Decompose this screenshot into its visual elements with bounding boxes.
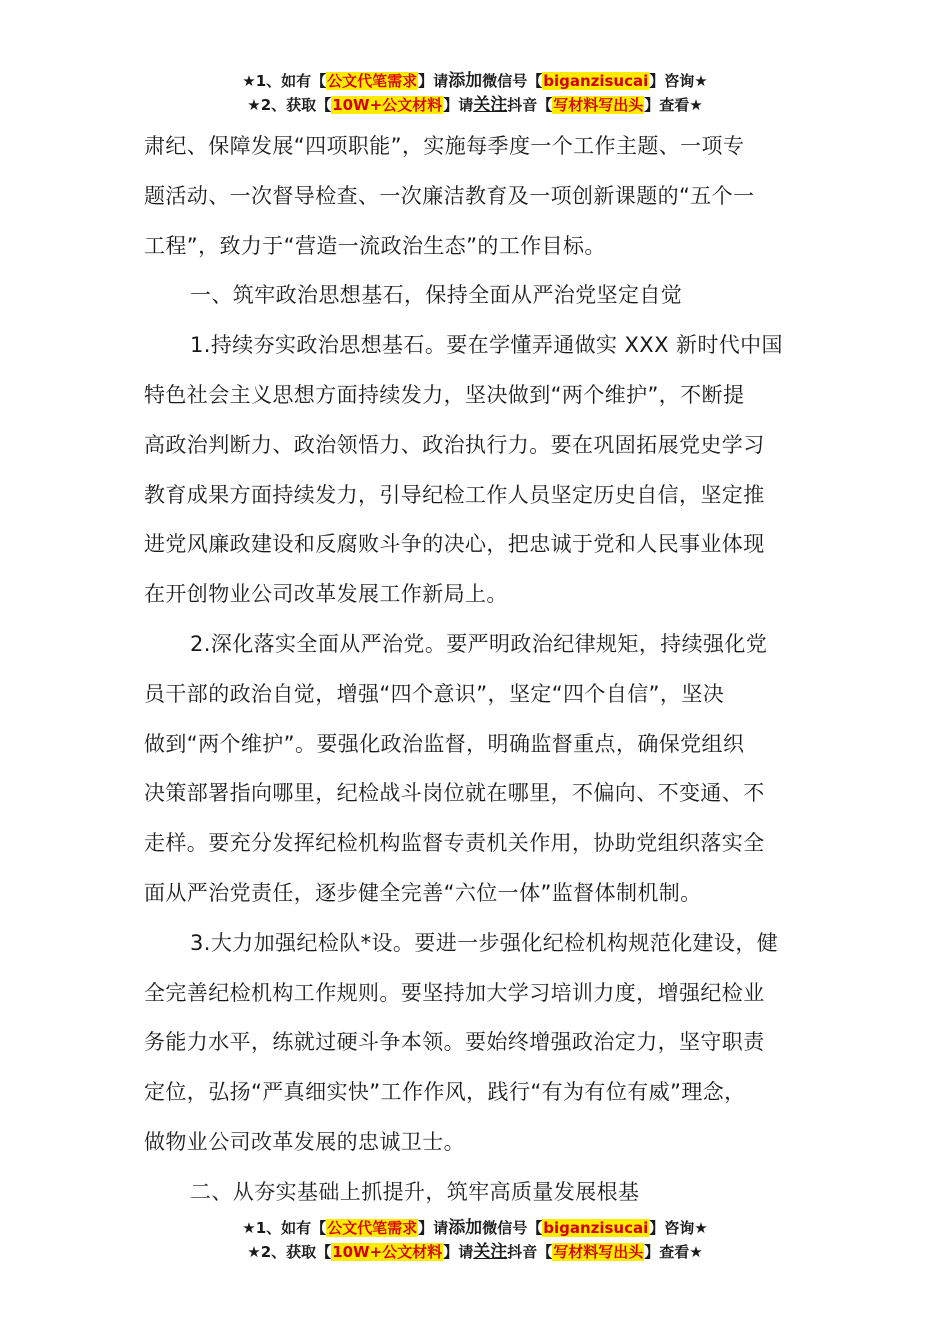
banner-emphasis-follow: 关注 — [473, 95, 508, 115]
banner-text: 】查看★ — [644, 1243, 703, 1261]
banner-text: 】咨询★ — [649, 1219, 708, 1237]
heading-text: 一、筑牢政治思想基石，保持全面从严治党坚定自觉 — [190, 283, 683, 308]
banner-line-1 — [0, 1216, 950, 1240]
text-line: 2.深化落实全面从严治党。要严明政治纪律规矩，持续强化党 — [190, 631, 768, 656]
section-heading-1 — [144, 271, 814, 321]
text-line: 高政治判断力、政治领悟力、政治执行力。要在巩固拓展党史学习 — [144, 432, 765, 457]
text-line: 肃纪、保障发展“四项职能”，实施每季度一个工作主题、一项专 — [144, 134, 745, 158]
text-line: 做物业公司改革发展的忠诚卫士。 — [144, 1129, 465, 1154]
text-line: 面从严治党责任，逐步健全完善“六位一体”监督体制机制。 — [144, 880, 702, 905]
paragraph-item-3 — [144, 919, 814, 1168]
text-line: 进党风廉政建设和反腐败斗争的决心，把忠诚于党和人民事业体现 — [144, 532, 765, 557]
text-line: 工程”，致力于“营造一流政治生态”的工作目标。 — [144, 233, 606, 258]
paragraph-item-2 — [144, 620, 814, 919]
banner-emphasis-follow: 关注 — [473, 1242, 508, 1262]
text-line: 特色社会主义思想方面持续发力，坚决做到“两个维护”，不断提 — [144, 382, 745, 407]
banner-text: 抖音【 — [507, 1243, 553, 1261]
text-line: 决策部署指向哪里，纪检战斗岗位就在哪里，不偏向、不变通、不 — [144, 781, 765, 806]
banner-text: 】请 — [443, 1243, 474, 1261]
text-line: 教育成果方面持续发力，引导纪检工作人员坚定历史自信，坚定推 — [144, 482, 765, 507]
text-line: 定位，弘扬“严真细实快”工作作风，践行“有为有位有威”理念， — [144, 1080, 746, 1105]
banner-line-1 — [0, 69, 950, 93]
banner-highlight-douyin: 写材料写出头 — [553, 96, 644, 114]
banner-highlight-wechat-id: biganzisucai — [543, 1219, 649, 1237]
paragraph-continuation — [144, 122, 814, 271]
banner-text: 抖音【 — [507, 96, 553, 114]
section-heading-2 — [144, 1168, 814, 1218]
banner-highlight-douyin: 写材料写出头 — [553, 1243, 644, 1261]
banner-text: 】请 — [418, 72, 449, 90]
footer-banner — [0, 1216, 950, 1264]
banner-highlight-service: 公文代笔需求 — [327, 72, 418, 90]
text-line: 务能力水平，练就过硬斗争本领。要始终增强政治定力，坚守职责 — [144, 1030, 765, 1055]
banner-text: ★1、如有【 — [242, 1219, 327, 1237]
text-line: 做到“两个维护”。要强化政治监督，明确监督重点，确保党组织 — [144, 731, 745, 756]
header-banner — [0, 69, 950, 117]
text-line: 1.持续夯实政治思想基石。要在学懂弄通做实 XXX 新时代中国 — [190, 333, 783, 358]
text-line: 走样。要充分发挥纪检机构监督专责机关作用，协助党组织落实全 — [144, 831, 765, 856]
banner-text: 微信号【 — [482, 1219, 543, 1237]
banner-text: ★2、获取【 — [247, 96, 332, 114]
banner-highlight-service: 公文代笔需求 — [327, 1219, 418, 1237]
banner-emphasis-add: 添加 — [448, 1218, 483, 1238]
banner-text: 】请 — [443, 96, 474, 114]
text-line: 员干部的政治自觉，增强“四个意识”，坚定“四个自信”，坚决 — [144, 681, 725, 706]
banner-text: ★1、如有【 — [242, 72, 327, 90]
paragraph-item-1 — [144, 321, 814, 620]
text-line: 题活动、一次督导检查、一次廉洁教育及一项创新课题的“五个一 — [144, 183, 755, 208]
banner-text: ★2、获取【 — [247, 1243, 332, 1261]
banner-line-2 — [0, 1240, 950, 1264]
text-line: 全完善纪检机构工作规则。要坚持加大学习培训力度，增强纪检业 — [144, 980, 765, 1005]
heading-text: 二、从夯实基础上抓提升，筑牢高质量发展根基 — [190, 1179, 640, 1204]
text-line: 3.大力加强纪检队*设。要进一步强化纪检机构规范化建设，健 — [190, 930, 779, 955]
banner-text: 】请 — [418, 1219, 449, 1237]
banner-text: 】查看★ — [644, 96, 703, 114]
banner-text: 】咨询★ — [649, 72, 708, 90]
banner-emphasis-add: 添加 — [448, 71, 483, 91]
banner-highlight-wechat-id: biganzisucai — [543, 72, 649, 90]
banner-line-2 — [0, 93, 950, 117]
banner-highlight-materials: 10W+公文材料 — [332, 96, 443, 114]
banner-highlight-materials: 10W+公文材料 — [332, 1243, 443, 1261]
text-line: 在开创物业公司改革发展工作新局上。 — [144, 582, 508, 607]
banner-text: 微信号【 — [482, 72, 543, 90]
document-body — [144, 122, 814, 1218]
